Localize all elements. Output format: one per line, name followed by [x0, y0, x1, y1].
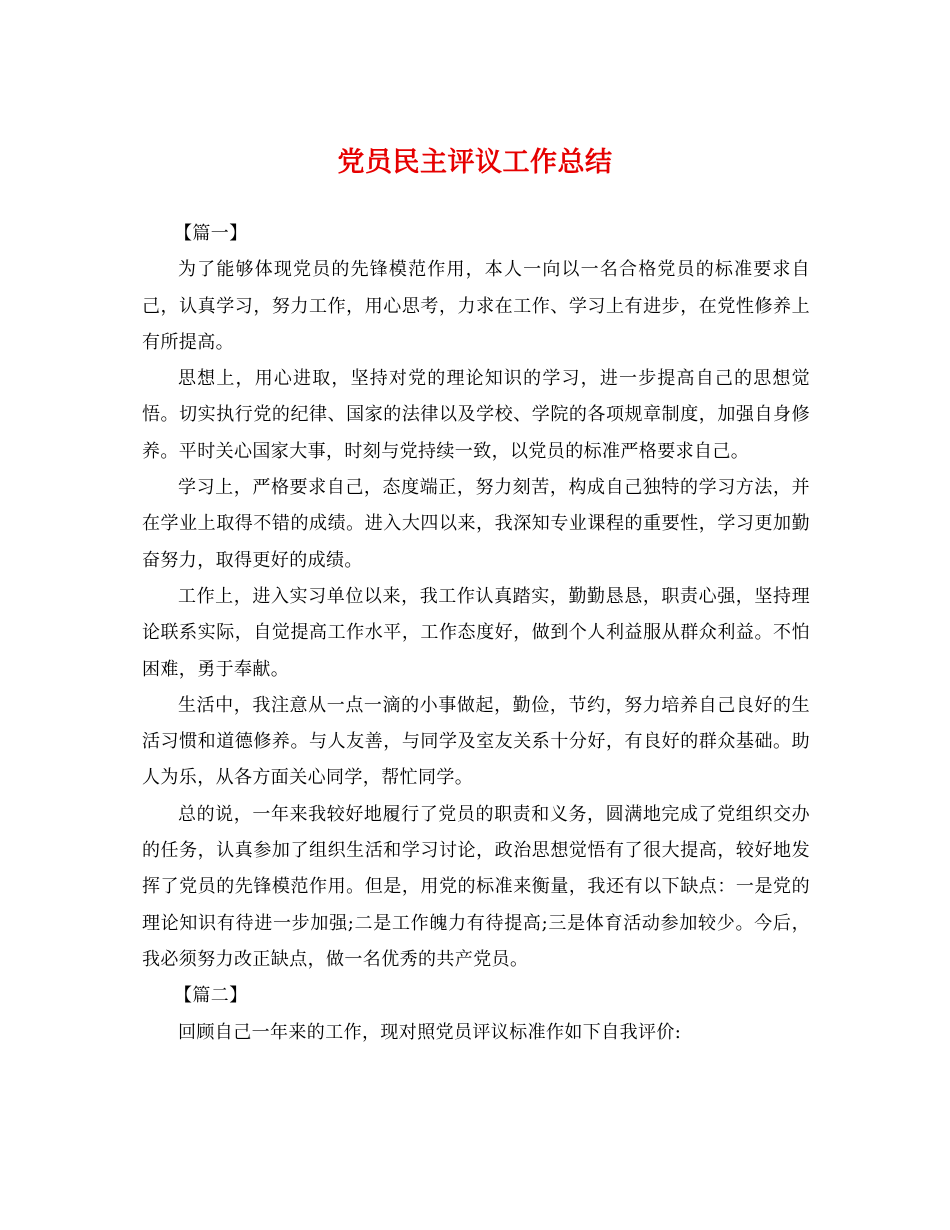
section-heading: 【篇一】 [174, 223, 248, 244]
paragraph: 为了能够体现党员的先锋模范作用，本人一向以一名合格党员的标准要求自己，认真学习，努力工作，用心思考，力求在工作、学习上有进步，在党性修养上有所提高。 [142, 259, 810, 353]
paragraph: 回顾自己一年来的工作，现对照党员评议标准作如下自我评价: [178, 1021, 682, 1043]
section-heading: 【篇二】 [174, 985, 248, 1007]
paragraph: 工作上，进入实习单位以来，我工作认真踏实，勤勤恳恳，职责心强，坚持理论联系实际，自觉提高工作水平，工作态度好，做到个人利益服从群众利益。不怕困难，勇于奉献。 [142, 585, 810, 680]
document-title: 党员民主评议工作总结 [337, 147, 613, 178]
paragraph: 总的说，一年来我较好地履行了党员的职责和义务，圆满地完成了党组织交办的任务，认真参加了组织生活和学习讨论，政治思想觉悟有了很大提高，较好地发挥了党员的先锋模范作用。但是，用党的标准来衡量，我还有以下缺点：一是党的理论知识有待进一步加强;二是工作魄力有待提高;三是体育活动参加较少。今后，我必须努力改正缺点，做一名优秀的共产党员。 [142, 803, 810, 970]
paragraph: 思想上，用心进取，坚持对党的理论知识的学习，进一步提高自己的思想觉悟。切实执行党的纪律、国家的法律以及学校、学院的各项规章制度，加强自身修养。平时关心国家大事，时刻与党持续一致，以党员的标准严格要求自己。 [142, 368, 810, 462]
document-body [142, 216, 810, 1051]
paragraph: 学习上，严格要求自己，态度端正，努力刻苦，构成自己独特的学习方法，并在学业上取得不错的成绩。进入大四以来，我深知专业课程的重要性，学习更加勤奋努力，取得更好的成绩。 [142, 477, 810, 571]
paragraph: 生活中，我注意从一点一滴的小事做起，勤俭，节约，努力培养自己良好的生活习惯和道德修养。与人友善，与同学及室友关系十分好，有良好的群众基础。助人为乐，从各方面关心同学，帮忙同学。 [142, 694, 810, 789]
